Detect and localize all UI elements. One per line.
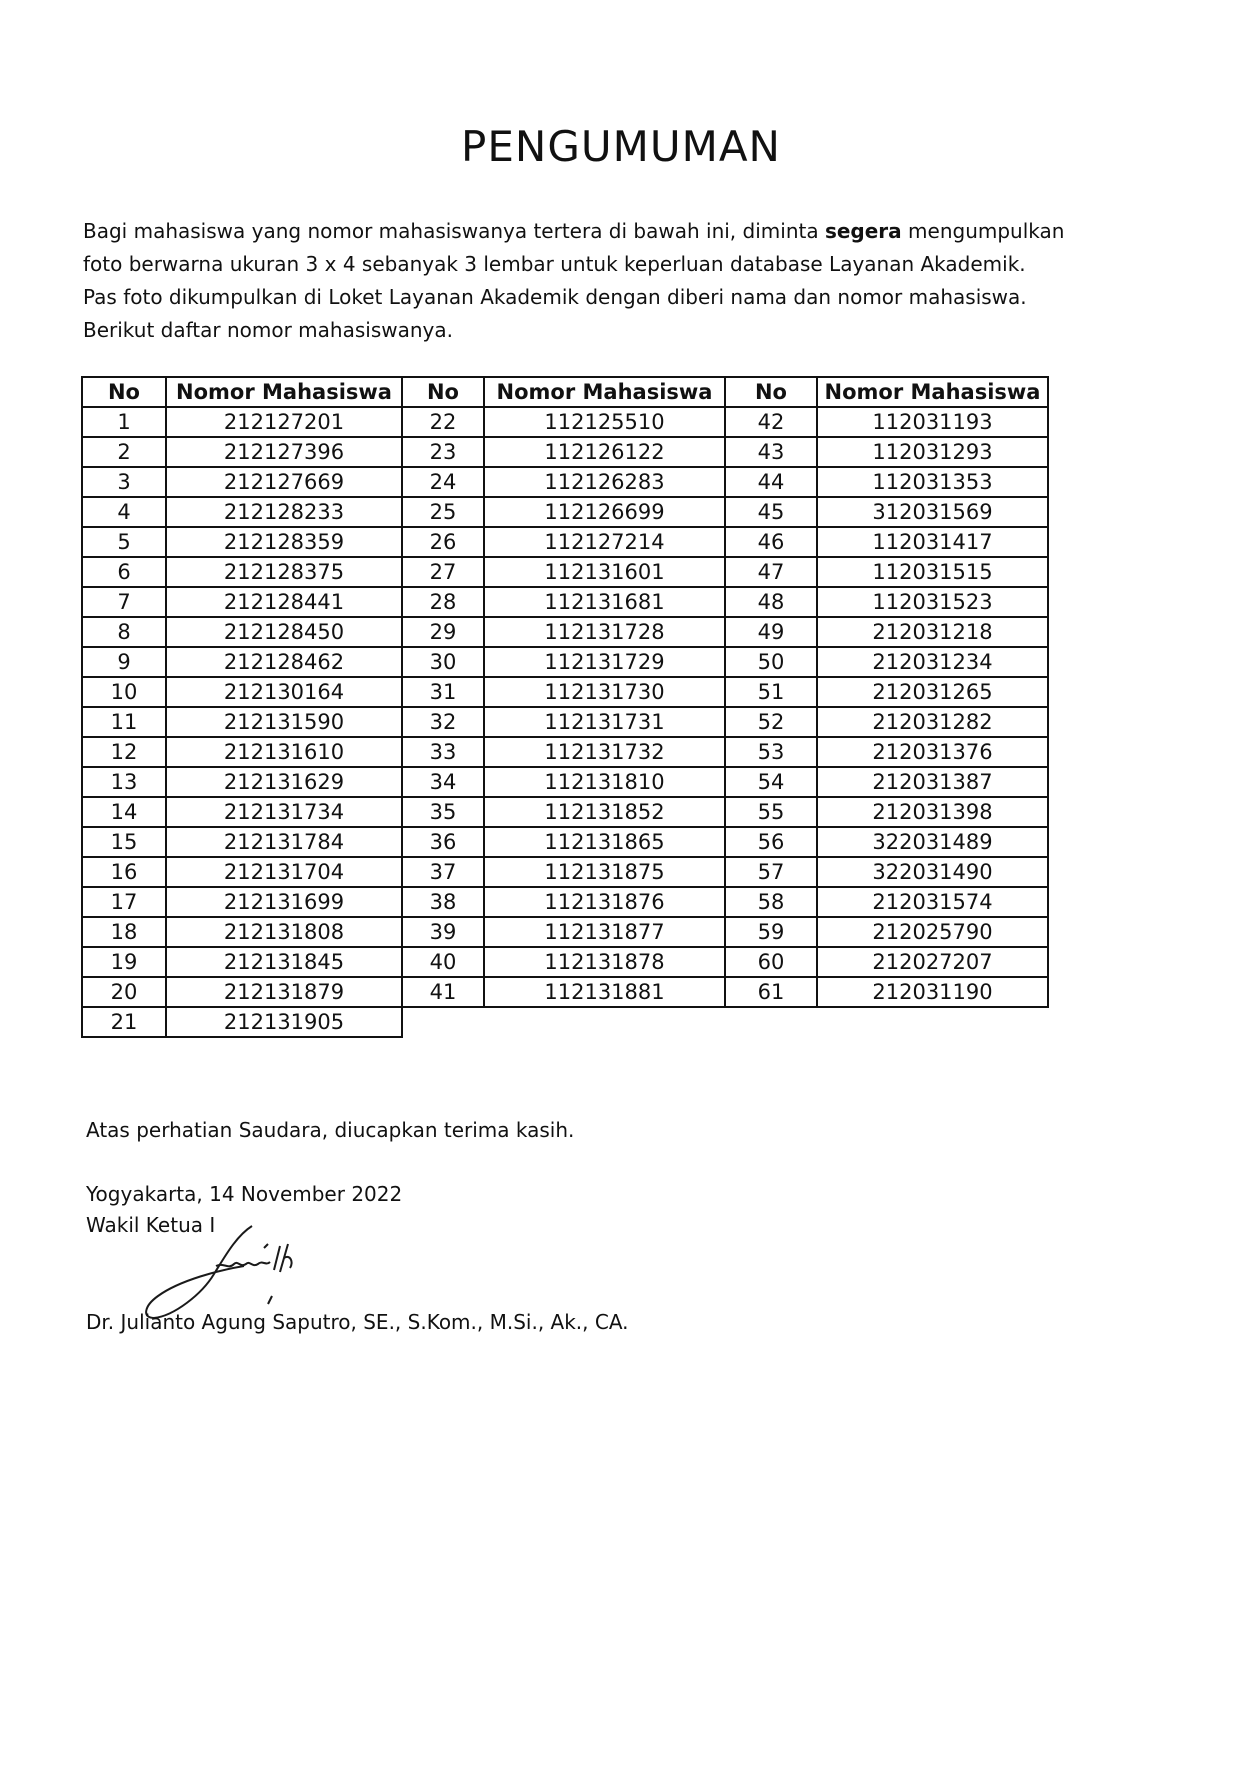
row-number: 27 [402, 557, 484, 587]
student-number: 212128233 [166, 497, 402, 527]
row-number: 61 [725, 977, 817, 1007]
table-row [402, 737, 725, 767]
table-row [402, 977, 725, 1007]
table-row [725, 617, 1048, 647]
row-number: 42 [725, 407, 817, 437]
row-number: 41 [402, 977, 484, 1007]
table-header-row [402, 377, 725, 407]
row-number: 31 [402, 677, 484, 707]
table-row [402, 917, 725, 947]
student-number: 112131877 [484, 917, 725, 947]
student-number: 212127669 [166, 467, 402, 497]
row-number: 17 [82, 887, 166, 917]
table-row [725, 527, 1048, 557]
student-number: 212131610 [166, 737, 402, 767]
table-row [82, 677, 402, 707]
student-number: 112031193 [817, 407, 1048, 437]
row-number: 33 [402, 737, 484, 767]
student-number: 212025790 [817, 917, 1048, 947]
row-number: 7 [82, 587, 166, 617]
student-number: 212127396 [166, 437, 402, 467]
row-number: 47 [725, 557, 817, 587]
student-number: 212027207 [817, 947, 1048, 977]
student-number: 112131728 [484, 617, 725, 647]
table-row [402, 527, 725, 557]
row-number: 54 [725, 767, 817, 797]
row-number: 20 [82, 977, 166, 1007]
table-row [402, 617, 725, 647]
student-number: 212131590 [166, 707, 402, 737]
student-number: 112126699 [484, 497, 725, 527]
table-row [402, 407, 725, 437]
student-number: 212131704 [166, 857, 402, 887]
student-number: 112031523 [817, 587, 1048, 617]
table-row [82, 527, 402, 557]
student-number: 112131876 [484, 887, 725, 917]
line1-bold-text: segera [824, 219, 902, 243]
header-nomor-mahasiswa: Nomor Mahasiswa [817, 377, 1048, 407]
row-number: 59 [725, 917, 817, 947]
table-row [725, 887, 1048, 917]
table-row [82, 767, 402, 797]
table-row [82, 827, 402, 857]
student-number: 112127214 [484, 527, 725, 557]
student-number: 212131699 [166, 887, 402, 917]
student-number: 212128462 [166, 647, 402, 677]
table-row [725, 917, 1048, 947]
table-row [725, 767, 1048, 797]
row-number: 28 [402, 587, 484, 617]
student-number: 212031265 [817, 677, 1048, 707]
table-row [82, 947, 402, 977]
row-number: 53 [725, 737, 817, 767]
row-number: 46 [725, 527, 817, 557]
table-row [725, 707, 1048, 737]
table-row [725, 677, 1048, 707]
student-number: 212031574 [817, 887, 1048, 917]
row-number: 51 [725, 677, 817, 707]
row-number: 38 [402, 887, 484, 917]
student-number: 212131808 [166, 917, 402, 947]
table-row [82, 977, 402, 1007]
header-no: No [725, 377, 817, 407]
student-number: 212131784 [166, 827, 402, 857]
student-number: 112131731 [484, 707, 725, 737]
table-row [82, 857, 402, 887]
table-row [82, 917, 402, 947]
row-number: 3 [82, 467, 166, 497]
student-number: 212031218 [817, 617, 1048, 647]
row-number: 58 [725, 887, 817, 917]
row-number: 2 [82, 437, 166, 467]
table-header-row [725, 377, 1048, 407]
row-number: 21 [82, 1007, 166, 1037]
row-number: 30 [402, 647, 484, 677]
student-number: 112131732 [484, 737, 725, 767]
row-number: 50 [725, 647, 817, 677]
student-number: 212128375 [166, 557, 402, 587]
student-table-1 [81, 376, 403, 1038]
header-no: No [402, 377, 484, 407]
row-number: 12 [82, 737, 166, 767]
row-number: 60 [725, 947, 817, 977]
signatory-role: Wakil Ketua I [86, 1213, 216, 1237]
student-number: 112126283 [484, 467, 725, 497]
row-number: 25 [402, 497, 484, 527]
student-number: 112031293 [817, 437, 1048, 467]
table-row [82, 407, 402, 437]
table-row [402, 887, 725, 917]
student-number: 112131875 [484, 857, 725, 887]
place-date: Yogyakarta, 14 November 2022 [86, 1182, 403, 1206]
table-row [725, 857, 1048, 887]
table-row [82, 467, 402, 497]
row-number: 6 [82, 557, 166, 587]
row-number: 26 [402, 527, 484, 557]
row-number: 49 [725, 617, 817, 647]
table-row [402, 587, 725, 617]
table-row [402, 827, 725, 857]
row-number: 18 [82, 917, 166, 947]
student-number: 212127201 [166, 407, 402, 437]
student-number: 212128450 [166, 617, 402, 647]
table-row [725, 737, 1048, 767]
student-number: 212031282 [817, 707, 1048, 737]
student-number: 112131729 [484, 647, 725, 677]
row-number: 52 [725, 707, 817, 737]
table-row [725, 827, 1048, 857]
student-number: 212031190 [817, 977, 1048, 1007]
row-number: 10 [82, 677, 166, 707]
table-row [402, 857, 725, 887]
student-number: 112031417 [817, 527, 1048, 557]
student-number: 212131905 [166, 1007, 402, 1037]
table-row [82, 737, 402, 767]
student-number: 112031353 [817, 467, 1048, 497]
row-number: 40 [402, 947, 484, 977]
row-number: 22 [402, 407, 484, 437]
row-number: 37 [402, 857, 484, 887]
table-row [82, 1007, 402, 1037]
student-table-2 [401, 376, 726, 1008]
table-row [82, 557, 402, 587]
student-number: 312031569 [817, 497, 1048, 527]
student-number: 212130164 [166, 677, 402, 707]
table-row [82, 587, 402, 617]
paragraph-line-3: Pas foto dikumpulkan di Loket Layanan Akademik dengan diberi nama dan nomor mahasiswa. [83, 285, 1027, 309]
line1-post-text: mengumpulkan [901, 219, 1065, 243]
row-number: 19 [82, 947, 166, 977]
student-number: 112031515 [817, 557, 1048, 587]
row-number: 24 [402, 467, 484, 497]
header-no: No [82, 377, 166, 407]
table-row [725, 497, 1048, 527]
row-number: 11 [82, 707, 166, 737]
row-number: 13 [82, 767, 166, 797]
table-row [725, 437, 1048, 467]
row-number: 8 [82, 617, 166, 647]
row-number: 16 [82, 857, 166, 887]
table-row [725, 797, 1048, 827]
student-number: 112131681 [484, 587, 725, 617]
header-nomor-mahasiswa: Nomor Mahasiswa [484, 377, 725, 407]
signatory-name: Dr. Julianto Agung Saputro, SE., S.Kom., M.Si., Ak., CA. [86, 1310, 629, 1334]
paragraph-line-2: foto berwarna ukuran 3 x 4 sebanyak 3 lembar untuk keperluan database Layanan Akademik. [83, 252, 1026, 276]
student-number: 212131845 [166, 947, 402, 977]
row-number: 36 [402, 827, 484, 857]
row-number: 34 [402, 767, 484, 797]
student-number: 322031490 [817, 857, 1048, 887]
row-number: 1 [82, 407, 166, 437]
row-number: 35 [402, 797, 484, 827]
row-number: 15 [82, 827, 166, 857]
table-row [725, 467, 1048, 497]
row-number: 43 [725, 437, 817, 467]
row-number: 29 [402, 617, 484, 647]
student-number: 112131730 [484, 677, 725, 707]
table-row [402, 677, 725, 707]
page-title: PENGUMUMAN [461, 122, 781, 171]
student-number: 112131878 [484, 947, 725, 977]
table-row [402, 497, 725, 527]
student-number: 212031398 [817, 797, 1048, 827]
student-number: 112126122 [484, 437, 725, 467]
student-number: 112131881 [484, 977, 725, 1007]
table-row [402, 797, 725, 827]
student-number: 212131629 [166, 767, 402, 797]
table-row [402, 947, 725, 977]
table-row [402, 707, 725, 737]
student-number: 112131865 [484, 827, 725, 857]
student-number: 212031376 [817, 737, 1048, 767]
row-number: 23 [402, 437, 484, 467]
table-row [82, 887, 402, 917]
line1-pre-text: Bagi mahasiswa yang nomor mahasiswanya tertera di bawah ini, diminta [83, 219, 825, 243]
table-row [725, 977, 1048, 1007]
table-row [82, 617, 402, 647]
student-number: 112131852 [484, 797, 725, 827]
row-number: 5 [82, 527, 166, 557]
student-number: 212031387 [817, 767, 1048, 797]
table-row [402, 647, 725, 677]
row-number: 44 [725, 467, 817, 497]
table-row [402, 437, 725, 467]
announcement-paragraph [83, 215, 1163, 347]
row-number: 39 [402, 917, 484, 947]
student-table-3 [724, 376, 1049, 1008]
student-number: 212128441 [166, 587, 402, 617]
student-number: 112125510 [484, 407, 725, 437]
closing-text: Atas perhatian Saudara, diucapkan terima kasih. [86, 1118, 575, 1142]
table-row [402, 767, 725, 797]
table-row [82, 707, 402, 737]
paragraph-line-4: Berikut daftar nomor mahasiswanya. [83, 318, 453, 342]
student-number: 212131734 [166, 797, 402, 827]
row-number: 48 [725, 587, 817, 617]
table-header-row [82, 377, 402, 407]
row-number: 55 [725, 797, 817, 827]
row-number: 56 [725, 827, 817, 857]
row-number: 9 [82, 647, 166, 677]
student-number: 212128359 [166, 527, 402, 557]
row-number: 57 [725, 857, 817, 887]
table-row [82, 797, 402, 827]
student-number: 212031234 [817, 647, 1048, 677]
student-number: 112131601 [484, 557, 725, 587]
row-number: 4 [82, 497, 166, 527]
row-number: 14 [82, 797, 166, 827]
table-row [82, 647, 402, 677]
paragraph-line-1 [83, 215, 1163, 248]
table-row [725, 407, 1048, 437]
header-nomor-mahasiswa: Nomor Mahasiswa [166, 377, 402, 407]
student-number: 322031489 [817, 827, 1048, 857]
table-row [725, 947, 1048, 977]
table-row [82, 497, 402, 527]
table-row [725, 587, 1048, 617]
row-number: 45 [725, 497, 817, 527]
table-row [402, 557, 725, 587]
table-row [82, 437, 402, 467]
student-number: 112131810 [484, 767, 725, 797]
row-number: 32 [402, 707, 484, 737]
student-number: 212131879 [166, 977, 402, 1007]
table-row [402, 467, 725, 497]
table-row [725, 647, 1048, 677]
table-row [725, 557, 1048, 587]
